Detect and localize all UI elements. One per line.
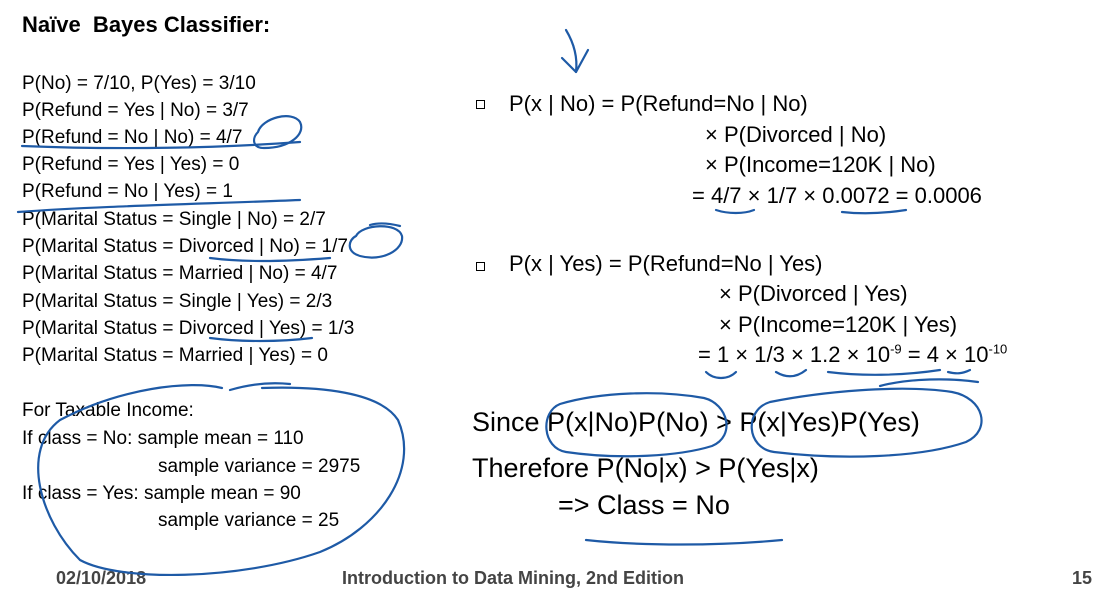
ink-circle-1-7 — [350, 226, 402, 257]
prob-line: P(Marital Status = Single | Yes) = 2/3 — [22, 291, 333, 312]
prob-line: P(Refund = No | No) = 4/7 — [22, 127, 243, 148]
footer-date: 02/10/2018 — [56, 568, 147, 588]
income-yes-mean: If class = Yes: sample mean = 90 — [22, 483, 301, 504]
prob-line: P(Marital Status = Divorced | Yes) = 1/3 — [22, 318, 355, 339]
ink-stroke-top — [880, 379, 978, 386]
prob-line: P(Refund = Yes | Yes) = 0 — [22, 154, 240, 175]
therefore-line: Therefore P(No|x) > P(Yes|x) — [472, 453, 819, 483]
yes-line-4-mid: = 4 × 10 — [901, 342, 989, 367]
exponent: -10 — [988, 341, 1008, 357]
yes-line-2: × P(Divorced | Yes) — [719, 281, 908, 306]
bullet-icon — [476, 262, 485, 271]
ink-smile-1-3 — [776, 370, 806, 376]
result-line: => Class = No — [558, 490, 730, 520]
income-no-mean: If class = No: sample mean = 110 — [22, 428, 304, 449]
ink-tail — [230, 383, 290, 390]
ink-arrow-head — [562, 50, 588, 72]
ink-underline-4 — [948, 370, 970, 373]
income-no-variance: sample variance = 2975 — [158, 456, 361, 477]
prob-line: P(Marital Status = Single | No) = 2/7 — [22, 209, 326, 230]
prob-line: P(Marital Status = Married | No) = 4/7 — [22, 263, 338, 284]
ink-underline-4-7 — [716, 210, 754, 213]
ink-mark-single — [370, 223, 400, 226]
prob-line: P(Refund = No | Yes) = 1 — [22, 181, 233, 202]
ink-circle-4-7 — [254, 116, 301, 148]
no-line-2: × P(Divorced | No) — [705, 122, 887, 147]
prob-line: P(No) = 7/10, P(Yes) = 3/10 — [22, 73, 256, 94]
slide-title: Naïve Bayes Classifier: — [22, 12, 271, 37]
prob-line: P(Marital Status = Divorced | No) = 1/7 — [22, 236, 348, 257]
prob-line: P(Marital Status = Married | Yes) = 0 — [22, 345, 328, 366]
no-line-4: = 4/7 × 1/7 × 0.0072 = 0.0006 — [692, 183, 982, 208]
exponent: -9 — [890, 341, 902, 357]
ink-smile-1 — [706, 372, 736, 378]
bullet-icon — [476, 100, 485, 109]
ink-underline-00072 — [842, 210, 906, 213]
since-line: Since P(x|No)P(No) > P(x|Yes)P(Yes) — [472, 407, 920, 437]
prob-line: P(Refund = Yes | No) = 3/7 — [22, 100, 249, 121]
ink-arrow — [566, 30, 576, 72]
ink-underline-divorced-no — [210, 258, 330, 261]
no-line-1: P(x | No) = P(Refund=No | No) — [509, 91, 808, 116]
yes-line-4-main: = 1 × 1/3 × 1.2 × 10 — [698, 342, 891, 367]
footer-course: Introduction to Data Mining, 2nd Edition — [342, 568, 684, 588]
ink-underline-12e9 — [828, 370, 940, 375]
income-yes-variance: sample variance = 25 — [158, 510, 340, 531]
yes-line-4 — [698, 342, 1007, 368]
yes-line-3: × P(Income=120K | Yes) — [719, 312, 958, 337]
no-line-3: × P(Income=120K | No) — [705, 152, 936, 177]
footer-page-number: 15 — [1072, 568, 1093, 588]
yes-line-1: P(x | Yes) = P(Refund=No | Yes) — [509, 251, 823, 276]
ink-underline-result — [586, 540, 782, 545]
income-heading: For Taxable Income: — [22, 400, 194, 421]
